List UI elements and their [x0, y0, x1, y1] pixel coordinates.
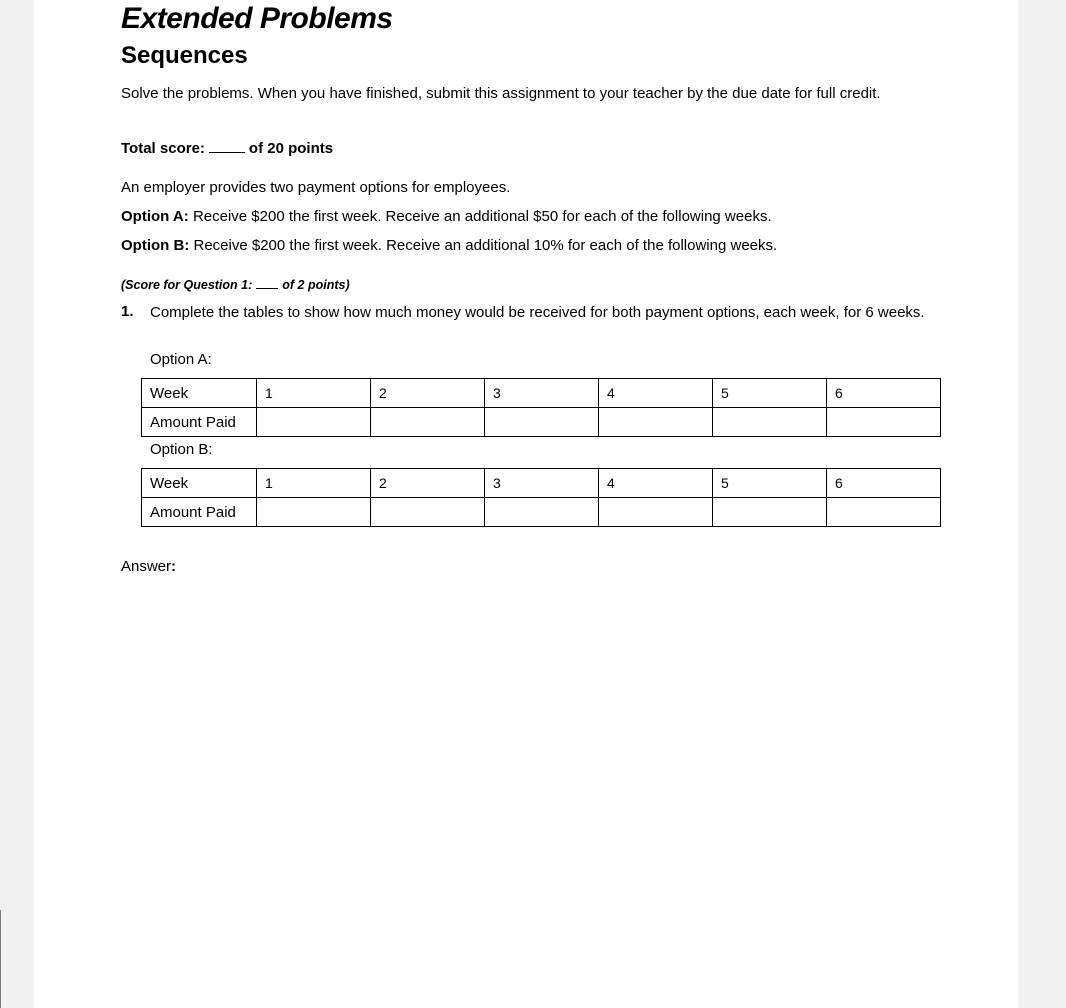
amount-cell[interactable]	[371, 408, 485, 437]
question-1-text: Complete the tables to show how much money would be received for both payment options, each week, for 6 weeks.	[150, 304, 925, 321]
amount-paid-header: Amount Paid	[142, 498, 257, 527]
amount-cell[interactable]	[827, 498, 941, 527]
week-cell: 5	[713, 379, 827, 408]
amount-cell[interactable]	[485, 498, 599, 527]
amount-cell[interactable]	[599, 498, 713, 527]
document-subtitle: Sequences	[121, 42, 248, 69]
total-score-label: Total score:	[121, 140, 205, 157]
intro-text: An employer provides two payment options for employees.	[121, 179, 511, 196]
option-a-text: Receive $200 the first week. Receive an additional $50 for each of the following weeks.	[192, 208, 772, 225]
total-score-blank[interactable]	[209, 140, 245, 153]
table-row	[142, 379, 941, 408]
week-cell: 4	[599, 469, 713, 498]
amount-paid-header: Amount Paid	[142, 408, 257, 437]
option-b-paragraph	[121, 237, 777, 254]
week-cell: 6	[827, 469, 941, 498]
option-a-table	[141, 378, 941, 437]
question-1-number: 1.	[121, 303, 134, 320]
question-1-score	[121, 278, 350, 292]
option-b-table	[141, 468, 941, 527]
document-title: Extended Problems	[121, 2, 393, 35]
week-cell: 2	[371, 379, 485, 408]
question-1-score-prefix: (Score for Question 1:	[121, 278, 253, 292]
table-b-label: Option B:	[150, 441, 213, 458]
week-header: Week	[142, 469, 257, 498]
question-1-score-suffix: of 2 points)	[282, 278, 350, 292]
answer-colon: :	[171, 558, 177, 575]
table-row	[142, 498, 941, 527]
option-b-label: Option B:	[121, 237, 190, 254]
document-page	[34, 0, 1018, 1008]
instructions-text: Solve the problems. When you have finished, submit this assignment to your teacher by the due date for full credit.	[121, 85, 881, 102]
amount-cell[interactable]	[713, 498, 827, 527]
week-cell: 5	[713, 469, 827, 498]
amount-cell[interactable]	[257, 408, 371, 437]
week-cell: 2	[371, 469, 485, 498]
amount-cell[interactable]	[827, 408, 941, 437]
week-header: Week	[142, 379, 257, 408]
amount-cell[interactable]	[371, 498, 485, 527]
answer-label	[121, 558, 176, 575]
week-cell: 1	[257, 469, 371, 498]
table-a-label: Option A:	[150, 351, 212, 368]
option-b-text: Receive $200 the first week. Receive an additional 10% for each of the following weeks.	[193, 237, 778, 254]
amount-cell[interactable]	[485, 408, 599, 437]
amount-cell[interactable]	[599, 408, 713, 437]
week-cell: 4	[599, 379, 713, 408]
week-cell: 3	[485, 469, 599, 498]
total-score-line	[121, 140, 333, 157]
option-a-paragraph	[121, 208, 772, 225]
table-row	[142, 469, 941, 498]
total-score-suffix: of 20 points	[248, 140, 334, 157]
table-row	[142, 408, 941, 437]
week-cell: 6	[827, 379, 941, 408]
amount-cell[interactable]	[257, 498, 371, 527]
question-1-score-blank[interactable]	[256, 278, 278, 289]
week-cell: 3	[485, 379, 599, 408]
window-edge	[0, 910, 1, 1008]
week-cell: 1	[257, 379, 371, 408]
answer-text: Answer	[121, 558, 172, 575]
amount-cell[interactable]	[713, 408, 827, 437]
option-a-label: Option A:	[121, 208, 189, 225]
